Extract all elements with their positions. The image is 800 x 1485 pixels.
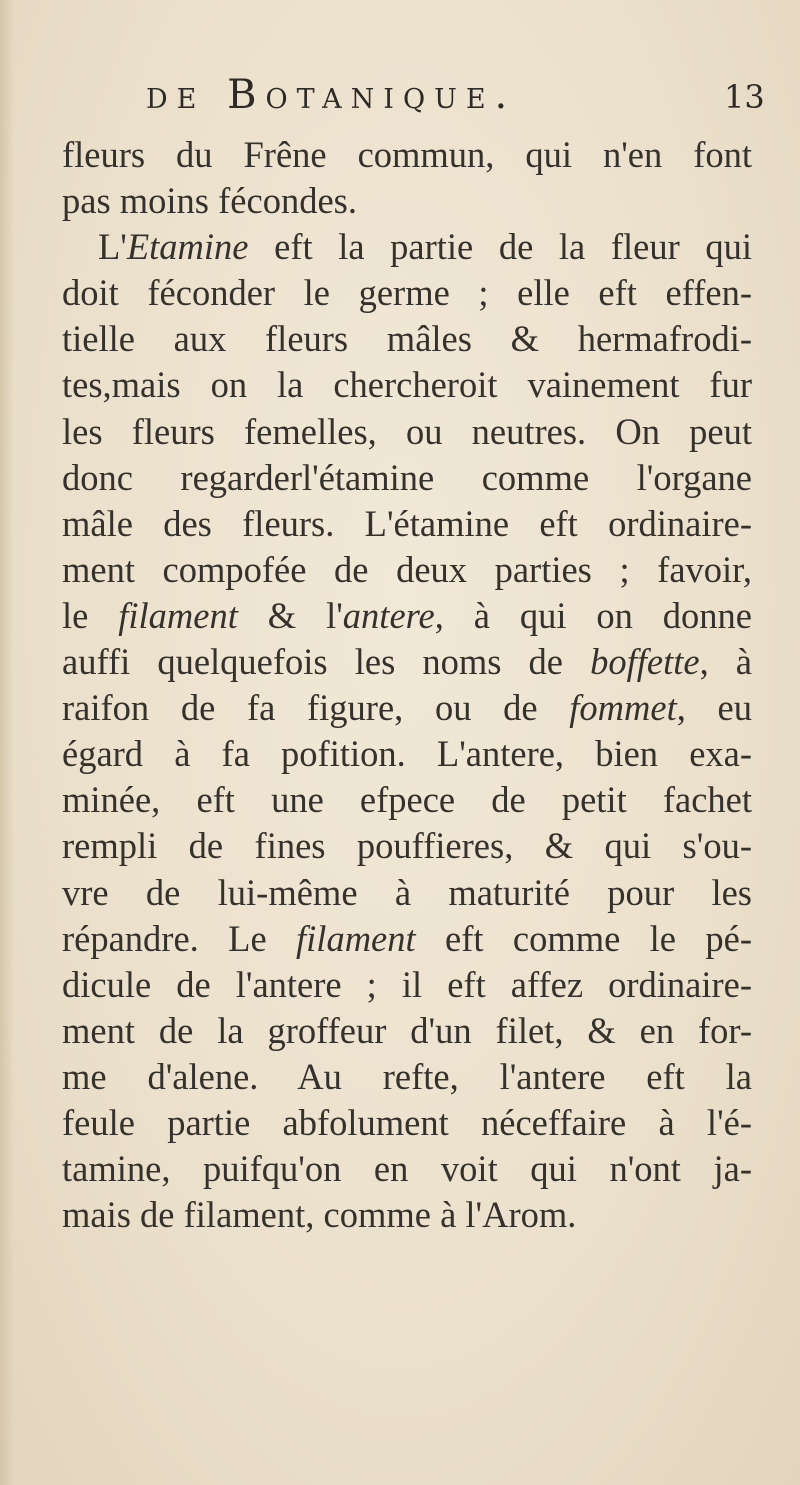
text-line [62, 777, 752, 823]
text-segment: , eu [676, 687, 752, 729]
text-line [62, 547, 752, 593]
text-line [62, 1192, 752, 1238]
page-header [0, 72, 800, 122]
text-segment: fleurs du Frêne commun, qui n'en font [62, 134, 752, 175]
text-segment: , à [699, 641, 752, 683]
text-line [62, 409, 752, 455]
running-head-initial: B [227, 72, 266, 118]
text-line [62, 1146, 752, 1192]
text-segment: mâle des fleurs. L'étamine eft ordinaire- [62, 502, 752, 544]
text-segment: le [62, 594, 119, 636]
text-segment: feule partie abfolument néceffaire à l'é- [62, 1101, 752, 1143]
text-segment: ment de la groffeur d'un filet, & en for- [62, 1009, 752, 1051]
text-line [62, 639, 752, 685]
running-head-de: DE [146, 84, 206, 115]
text-line [62, 1054, 752, 1100]
text-line [62, 1100, 752, 1146]
text-segment: tamine, puifqu'on en voit qui n'ont ja- [62, 1148, 752, 1190]
text-segment: raifon de fa figure, ou de [62, 687, 570, 729]
italic-term: antere [342, 594, 435, 636]
text-segment: pas moins fécondes. [62, 180, 357, 222]
page-gutter-shadow [0, 0, 14, 1485]
text-segment: & l' [237, 594, 343, 636]
text-segment: eft la partie de la fleur qui [248, 226, 752, 268]
text-line [62, 316, 752, 362]
text-segment: dicule de l'antere ; il eft affez ordinaire- [62, 963, 752, 1005]
text-line [62, 455, 752, 501]
text-segment: , à qui on donne [434, 594, 752, 636]
text-line [62, 916, 752, 962]
text-segment: rempli de fines pouffieres, & qui s'ou- [62, 825, 752, 867]
italic-term: boffette [590, 641, 700, 683]
running-head-punct: . [494, 72, 517, 118]
text-segment: me d'alene. Au refte, l'antere eft la [62, 1055, 752, 1097]
text-line [62, 1008, 752, 1054]
text-line [62, 823, 752, 869]
text-segment: tes,mais on la chercheroit vainement fur [62, 364, 752, 406]
text-segment: mais de filament, comme à l'Arom. [62, 1194, 577, 1236]
text-line [62, 362, 752, 408]
text-line [62, 593, 752, 639]
text-line [62, 685, 752, 731]
running-head [146, 72, 516, 118]
text-segment: eft comme le pé- [415, 917, 752, 959]
text-segment: vre de lui-même à maturité pour les [62, 871, 752, 913]
italic-term: Etamine [126, 226, 249, 268]
italic-term: filament [118, 594, 238, 636]
text-line [62, 178, 752, 224]
text-segment: les fleurs femelles, ou neutres. On peut [62, 410, 752, 452]
text-segment: ment compofée de deux parties ; favoir, [62, 548, 752, 590]
text-line [62, 224, 752, 270]
italic-term: fommet [569, 687, 677, 729]
text-line [62, 962, 752, 1008]
running-head-rest: OTANIQUE [265, 84, 495, 115]
italic-term: filament [296, 917, 416, 959]
text-line [62, 731, 752, 777]
text-line [62, 870, 752, 916]
body-text [62, 132, 752, 1238]
text-segment: donc regarderl'étamine comme l'organe [62, 456, 752, 498]
text-segment: minée, eft une efpece de petit fachet [62, 779, 752, 821]
text-segment: égard à fa pofition. L'antere, bien exa- [62, 733, 752, 775]
text-segment: répandre. Le [62, 917, 297, 959]
page-number: 13 [724, 78, 765, 116]
text-segment: L' [98, 226, 127, 268]
text-line [62, 270, 752, 316]
text-segment: doit féconder le germe ; elle eft effen- [62, 272, 752, 314]
text-segment: auffi quelquefois les noms de [62, 641, 591, 683]
text-segment: tielle aux fleurs mâles & hermafrodi- [62, 318, 752, 360]
text-line [62, 132, 752, 178]
text-line [62, 501, 752, 547]
